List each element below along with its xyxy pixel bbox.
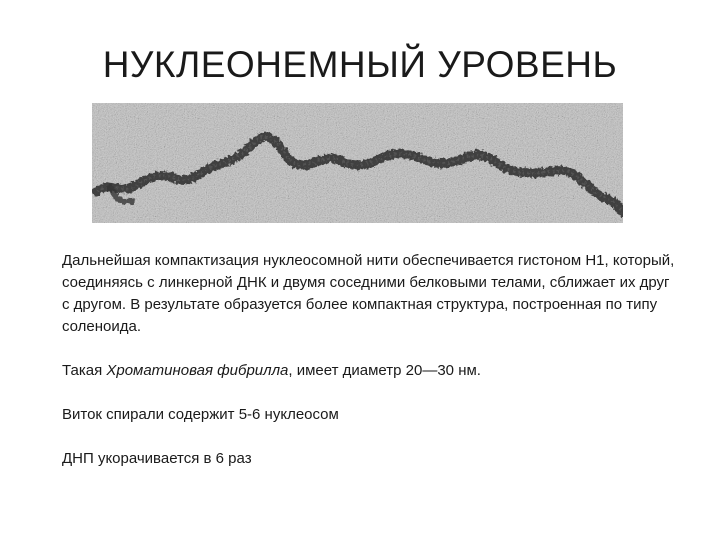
chromatin-micrograph-image (92, 103, 623, 223)
paragraph-shortening: ДНП укорачивается в 6 раз (62, 450, 252, 467)
paragraph-turn: Виток спирали содержит 5-6 нуклеосом (62, 406, 339, 423)
paragraph-compaction: Дальнейшая компактизация нуклеосомной нити обеспечивается гистоном Н1, который, соединяясь с линкерной ДНК и двумя соседними белковыми телами, сближает их друг с другом. В результате образуется более компактная структура, построенная по типу соленоида. (62, 252, 675, 335)
slide-body (62, 250, 682, 470)
fibril-prefix: Такая (62, 362, 107, 379)
fibril-term: Хроматиновая фибрилла (106, 362, 289, 379)
slide-title: НУКЛЕОНЕМНЫЙ УРОВЕНЬ (102, 44, 618, 85)
fibril-suffix: , имеет диаметр 20—30 нм. (288, 362, 481, 379)
paragraph-fibril (62, 360, 682, 382)
